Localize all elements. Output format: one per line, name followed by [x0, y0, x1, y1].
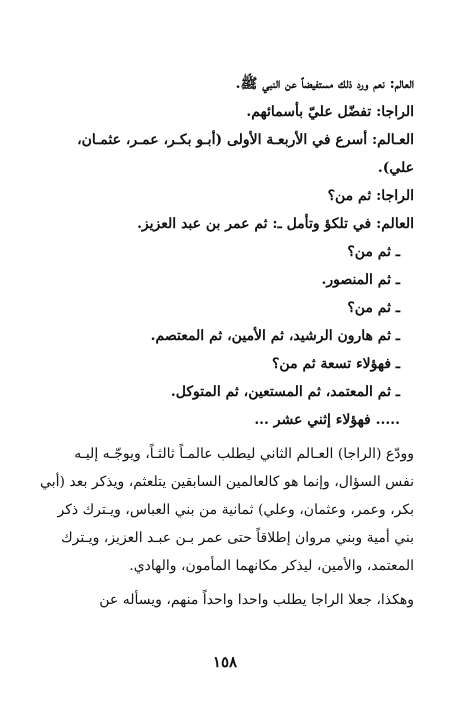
dialogue-line: علي).	[377, 160, 414, 176]
dialogue-line: ـ ثم المنصور.	[321, 272, 400, 288]
page-body	[34, 70, 414, 614]
dialogue-line: العالم: في تلكؤ وتأمل ـ: ثم عمر بن عبد العزيز.	[137, 216, 414, 232]
paragraph-line: بني أمية وبني مروان إطلاقاً حتى عمر بـن عبـد العزيز، ويـترك	[61, 530, 414, 546]
dialogue-line: العـالم: أسرع في الأربعـة الأولى (أبـو بكـر، عمـر، عثمـان،	[77, 132, 414, 148]
page-number: ١٥٨	[212, 653, 238, 671]
paragraph-line: المعتمد، والأمين، ليذكر مكانهما المأمون، والهادي.	[129, 558, 414, 574]
dialogue-line: ..... فهؤلاء إثني عشر ...	[254, 412, 400, 428]
dialogue-line: العالم: نعم ورد ذلك مستفيضاً عن النبي ﷺ.	[235, 76, 414, 92]
dialogue-line: ـ ثم من؟	[347, 300, 400, 316]
paragraph-line: وهكذا، جعلا الراجا يطلب واحدا واحداً منهم، ويسأله عن	[99, 592, 414, 608]
paragraph	[34, 586, 414, 614]
paragraph-line: وودّع (الراجا) العـالم الثاني ليطلب عالمـاً ثالثـاً، ويوجّـه إليـه	[74, 446, 414, 462]
paragraph-line: نفس السؤال، وإنما هو كالعالمين السابقين يتلعثم، ويذكر بعد (أبي	[40, 474, 414, 490]
dialogue-line: ـ ثم من؟	[347, 244, 400, 260]
dialogue-line: ـ ثم المعتمد، ثم المستعين، ثم المتوكل.	[170, 384, 400, 400]
dialogue-line: الراجا: ثم من؟	[327, 188, 414, 204]
dialogue-line: الراجا: تفضّل عليّ بأسمائهم.	[246, 104, 414, 120]
dialogue-line: ـ فهؤلاء تسعة ثم من؟	[272, 356, 400, 372]
paragraph	[34, 440, 414, 580]
dialogue-line: ـ ثم هارون الرشيد، ثم الأمين، ثم المعتصم.	[150, 328, 400, 344]
paragraph-line: بكر، وعمر، وعثمان، وعلي) ثمانية من بني العباس، ويـترك ذكر	[57, 502, 414, 518]
dialogue-block	[34, 70, 414, 434]
